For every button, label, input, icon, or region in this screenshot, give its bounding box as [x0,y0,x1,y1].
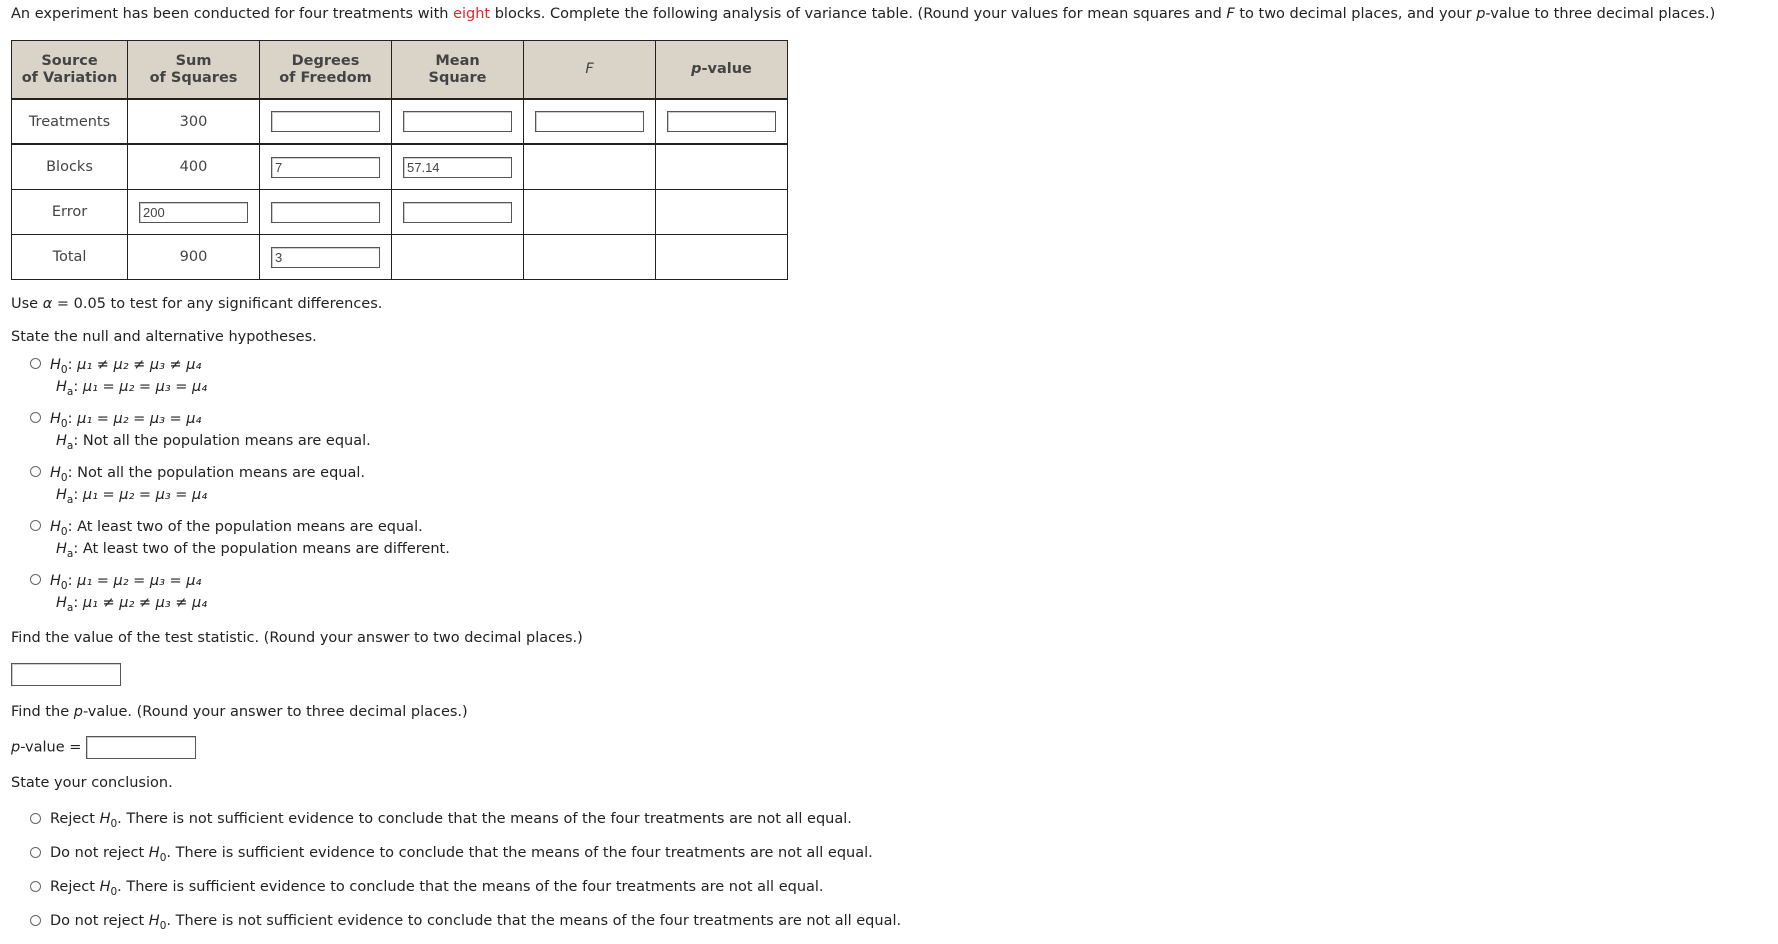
anova-header-row [12,41,788,100]
conclusion-post: . There is sufficient evidence to conclude that the means of the four treatments are not all equal. [166,844,873,861]
ha-line [56,484,1771,506]
hypothesis-radio-1[interactable] [30,358,41,369]
conclusion-radio-4[interactable] [30,915,41,926]
total-df-cell [260,235,392,280]
header-mean-square [392,41,524,100]
blocks-ms-input[interactable] [403,157,512,178]
h0-line [50,516,1771,538]
row-error [12,190,788,235]
colon: : [73,487,83,503]
blocks-ms-cell [392,144,524,190]
sub-0: 0 [60,526,68,538]
total-p-cell [656,235,788,280]
h0-text: μ₁ = μ₂ = μ₃ = μ₄ [77,411,202,427]
row-total [12,235,788,280]
h-symbol: H [50,411,61,427]
alpha-instruction [11,294,1771,314]
sub-0: 0 [60,580,68,592]
conclusion-option[interactable] [11,876,1771,910]
treatments-ss: 300 [128,99,260,144]
header-p-rest: -value [701,61,752,77]
row-blocks [12,144,788,190]
conclusion-post: . There is not sufficient evidence to conclude that the means of the four treatments are not all equal. [166,912,902,929]
hypothesis-radio-4[interactable] [30,520,41,531]
colon: : [67,411,78,427]
h-symbol: H [148,912,160,929]
row-label-total: Total [12,235,128,280]
header-source-line2: of Variation [21,69,118,86]
hypothesis-option[interactable] [11,408,1771,452]
h-symbol: H [50,519,61,535]
header-df-line1: Degrees [291,52,360,69]
ha-line [56,376,1771,398]
total-ss: 900 [128,235,260,280]
treatments-df-input[interactable] [271,111,380,132]
h-symbol: H [99,810,111,827]
conclusion-post: . There is not sufficient evidence to conclude that the means of the four treatments are not all equal. [117,810,852,827]
h-symbol: H [56,541,67,557]
sub-a: a [66,440,74,452]
intro-f-symbol: F [1226,6,1235,22]
row-treatments [12,99,788,144]
conclusion-option[interactable] [11,842,1771,876]
error-p-cell [656,190,788,235]
pvalue-prompt-pre: Find the [11,703,74,720]
ha-line [56,430,1771,452]
ha-line [56,592,1771,614]
ha-text: μ₁ = μ₂ = μ₃ = μ₄ [82,487,208,503]
h0-text: Not all the population means are equal. [77,465,366,481]
sub-0: 0 [60,418,68,430]
total-df-input[interactable] [271,247,380,268]
treatments-p-input[interactable] [667,111,776,132]
sub-a: a [66,548,74,560]
conclusion-pre: Reject [50,878,100,895]
ha-line [56,538,1771,560]
hypothesis-option[interactable] [11,354,1771,398]
colon: : [73,541,83,557]
conclusion-options [11,808,1771,944]
colon: : [67,573,78,589]
h0-text: μ₁ = μ₂ = μ₃ = μ₄ [77,573,202,589]
alpha-post: = 0.05 to test for any significant differences. [52,296,383,312]
hypothesis-option[interactable] [11,516,1771,560]
blocks-f-cell [524,144,656,190]
error-df-input[interactable] [271,202,380,223]
ha-text: μ₁ = μ₂ = μ₃ = μ₄ [82,379,208,395]
blocks-p-cell [656,144,788,190]
intro-text-4: -value to three decimal places.) [1485,6,1716,22]
pvalue-row [11,736,1771,759]
header-degrees-of-freedom [260,41,392,100]
test-stat-prompt: Find the value of the test statistic. (Round your answer to two decimal places.) [11,630,583,646]
h-symbol: H [99,878,111,895]
sub-0: 0 [110,885,118,898]
question-intro [11,4,1771,24]
conclusion-pre: Do not reject [50,912,149,929]
header-f [524,41,656,100]
hypothesis-option[interactable] [11,570,1771,614]
header-source [12,41,128,100]
error-ms-cell [392,190,524,235]
ha-text: At least two of the population means are different. [82,541,450,557]
intro-text-1: An experiment has been conducted for four treatments with [11,6,454,22]
header-df-line2: of Freedom [279,69,372,86]
colon: : [73,379,83,395]
conclusion-option[interactable] [11,808,1771,842]
header-p-value [656,41,788,100]
colon: : [73,433,83,449]
blocks-ss: 400 [128,144,260,190]
pvalue-input[interactable] [86,736,196,759]
conclusion-radio-3[interactable] [30,881,41,892]
ha-text: μ₁ ≠ μ₂ ≠ μ₃ ≠ μ₄ [82,595,208,611]
treatments-p-cell [656,99,788,144]
h-symbol: H [50,465,61,481]
sub-0: 0 [60,472,68,484]
colon: : [67,519,78,535]
treatments-f-input[interactable] [535,111,644,132]
ha-text: Not all the population means are equal. [82,433,371,449]
sub-0: 0 [159,919,167,932]
header-ms-line1: Mean [435,52,480,69]
row-label-error: Error [12,190,128,235]
alpha-pre: Use [11,296,43,312]
h0-text: μ₁ ≠ μ₂ ≠ μ₃ ≠ μ₄ [77,357,202,373]
colon: : [67,465,78,481]
sub-a: a [66,602,74,614]
hypothesis-radio-3[interactable] [30,466,41,477]
h0-line [50,462,1771,484]
conclusion-prompt: State your conclusion. [11,775,173,791]
error-ss-cell [128,190,260,235]
hypothesis-options [11,354,1771,614]
header-sum-line1: Sum [175,52,212,69]
pvalue-prompt-post: -value. (Round your answer to three decimal places.) [82,703,468,720]
h0-line [50,408,1771,430]
intro-p-symbol: p [1476,6,1486,22]
pvalue-prompt-p: p [73,703,83,720]
pvalue-prompt [11,702,1771,722]
sub-0: 0 [60,364,68,376]
row-label-treatments: Treatments [12,99,128,144]
h-symbol: H [50,357,61,373]
sub-a: a [66,386,74,398]
treatments-ms-cell [392,99,524,144]
sub-0: 0 [110,817,118,830]
hypothesis-radio-5[interactable] [30,574,41,585]
h-symbol: H [50,573,61,589]
conclusion-pre: Reject [50,810,100,827]
intro-highlight-eight: eight [453,6,491,22]
intro-text-3: to two decimal places, and your [1234,6,1477,22]
h0-line [50,354,1771,376]
header-sum-line2: of Squares [149,69,238,86]
error-f-cell [524,190,656,235]
hypotheses-prompt: State the null and alternative hypotheses. [11,329,317,345]
colon: : [67,357,78,373]
error-df-cell [260,190,392,235]
error-ms-input[interactable] [403,202,512,223]
total-ms-cell [392,235,524,280]
row-label-blocks: Blocks [12,144,128,190]
blocks-df-cell [260,144,392,190]
h0-text: At least two of the population means are equal. [77,519,423,535]
anova-table [11,40,788,280]
treatments-f-cell [524,99,656,144]
alpha-symbol: α [42,296,53,312]
h-symbol: H [148,844,160,861]
hypothesis-radio-2[interactable] [30,412,41,423]
conclusion-pre: Do not reject [50,844,149,861]
hypothesis-option[interactable] [11,462,1771,506]
blocks-df-input[interactable] [271,157,380,178]
conclusion-radio-2[interactable] [30,847,41,858]
pvalue-label-p: p [11,739,21,756]
treatments-df-cell [260,99,392,144]
header-ms-line2: Square [428,69,487,86]
h-symbol: H [56,379,67,395]
conclusion-radio-1[interactable] [30,813,41,824]
header-source-line1: Source [41,52,98,69]
h-symbol: H [56,487,67,503]
treatments-ms-input[interactable] [403,111,512,132]
question-page [11,0,1771,944]
conclusion-post: . There is sufficient evidence to conclude that the means of the four treatments are not all equal. [117,878,824,895]
header-f-label: F [585,61,594,77]
pvalue-label-post: -value = [20,739,87,756]
test-stat-input[interactable] [11,663,121,686]
total-f-cell [524,235,656,280]
h0-line [50,570,1771,592]
h-symbol: H [56,595,67,611]
sub-0: 0 [159,851,167,864]
intro-text-2: blocks. Complete the following analysis of variance table. (Round your values for mean squares and [490,6,1227,22]
sub-a: a [66,494,74,506]
colon: : [73,595,83,611]
error-ss-input[interactable] [139,202,248,223]
header-sum-of-squares [128,41,260,100]
header-p-symbol: p [691,61,702,77]
h-symbol: H [56,433,67,449]
